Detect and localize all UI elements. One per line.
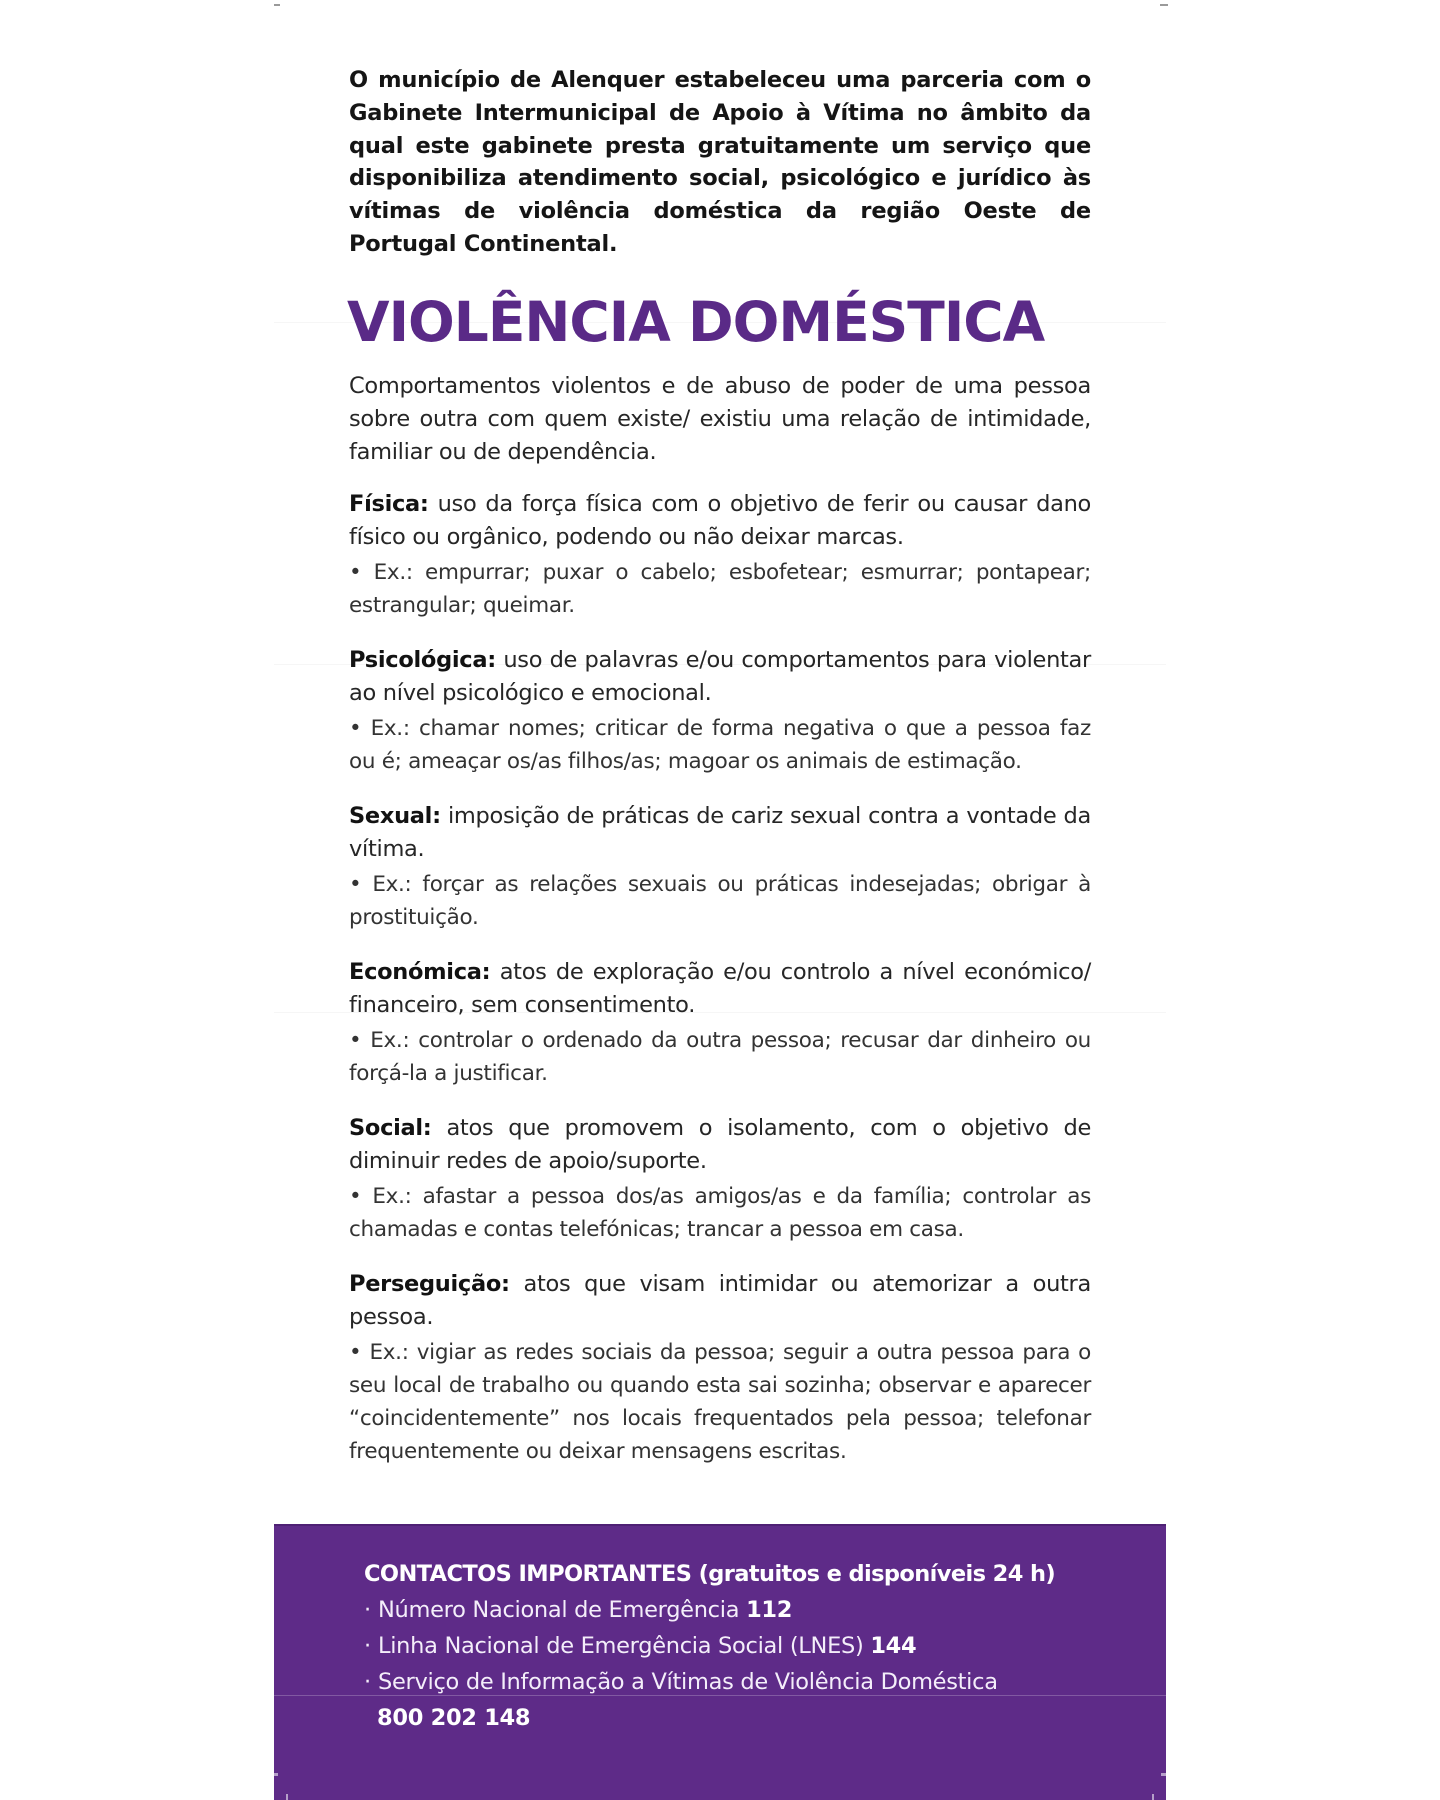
contacts-panel — [274, 1524, 1166, 1800]
contact-number[interactable]: 800 202 148 — [377, 1705, 531, 1731]
type-name: Social: — [349, 1115, 432, 1141]
type-definition — [349, 1268, 1091, 1334]
contact-label: Linha Nacional de Emergência Social (LNES) — [378, 1633, 864, 1659]
contact-item-victim-info — [364, 1664, 1144, 1700]
contacts-heading: CONTACTOS IMPORTANTES (gratuitos e disponíveis 24 h) — [364, 1561, 1056, 1587]
violence-type-psicologica — [349, 644, 1091, 778]
type-example: • Ex.: controlar o ordenado da outra pessoa; recusar dar dinheiro ou forçá-la a justificar. — [349, 1028, 1091, 1086]
type-example: • Ex.: vigiar as redes sociais da pessoa; seguir a outra pessoa para o seu local de trabalho ou quando esta sai sozinha; observar e aparecer “coincidentemente” nos locais frequentados pela pessoa; telefonar frequentemente ou deixar mensagens escritas. — [349, 1340, 1091, 1464]
violence-types-list — [349, 488, 1091, 1490]
contact-item-lnes — [364, 1628, 1144, 1664]
crop-tick — [1161, 1773, 1166, 1776]
intro-paragraph: O município de Alenquer estabeleceu uma parceria com o Gabinete Intermunicipal de Apoio à Vítima no âmbito da qual este gabinete presta gratuitamente um serviço que disponibiliza atendimento social, psicológico e jurídico às vítimas de violência doméstica da região Oeste de Portugal Continental. — [349, 67, 1091, 257]
type-name: Perseguição: — [349, 1271, 510, 1297]
type-description: uso da força física com o objetivo de ferir ou causar dano físico ou orgânico, podendo ou não deixar marcas. — [349, 491, 1091, 550]
violence-type-sexual — [349, 800, 1091, 934]
type-definition — [349, 800, 1091, 866]
contact-label: Serviço de Informação a Vítimas de Violência Doméstica — [378, 1669, 998, 1695]
crop-tick — [286, 1794, 288, 1800]
type-name: Económica: — [349, 959, 491, 985]
crop-tick — [274, 1773, 278, 1776]
type-example: • Ex.: chamar nomes; criticar de forma negativa o que a pessoa faz ou é; ameaçar os/as filhos/as; magoar os animais de estimação. — [349, 716, 1091, 774]
bullet-icon: · — [364, 1633, 371, 1659]
bullet-icon: · — [364, 1597, 371, 1623]
type-description: atos que promovem o isolamento, com o objetivo de diminuir redes de apoio/suporte. — [349, 1115, 1091, 1174]
violence-type-social — [349, 1112, 1091, 1246]
crop-tick — [1152, 1794, 1154, 1800]
contacts-list — [364, 1556, 1144, 1736]
violence-type-economica — [349, 956, 1091, 1090]
bullet-icon: · — [364, 1669, 371, 1695]
type-example: • Ex.: empurrar; puxar o cabelo; esbofetear; esmurrar; pontapear; estrangular; queimar. — [349, 560, 1091, 618]
type-name: Física: — [349, 491, 429, 517]
page-title: VIOLÊNCIA DOMÉSTICA — [347, 290, 1045, 354]
violence-type-fisica — [349, 488, 1091, 622]
definition-paragraph: Comportamentos violentos e de abuso de poder de uma pessoa sobre outra com quem existe/ existiu uma relação de intimidade, familiar ou de dependência. — [349, 373, 1091, 465]
crop-mark-left — [274, 4, 280, 6]
type-example: • Ex.: afastar a pessoa dos/as amigos/as e da família; controlar as chamadas e contas telefónicas; trancar a pessoa em casa. — [349, 1184, 1091, 1242]
type-definition — [349, 488, 1091, 554]
type-example: • Ex.: forçar as relações sexuais ou práticas indesejadas; obrigar à prostituição. — [349, 872, 1091, 930]
contact-item-emergency — [364, 1592, 1144, 1628]
type-description: imposição de práticas de cariz sexual contra a vontade da vítima. — [349, 803, 1091, 862]
crop-mark-right — [1160, 4, 1168, 6]
type-description: uso de palavras e/ou comportamentos para violentar ao nível psicológico e emocional. — [349, 647, 1091, 706]
type-definition — [349, 956, 1091, 1022]
violence-type-perseguicao — [349, 1268, 1091, 1468]
contact-number[interactable]: 144 — [870, 1633, 917, 1659]
type-definition — [349, 1112, 1091, 1178]
type-description: atos de exploração e/ou controlo a nível económico/ financeiro, sem consentimento. — [349, 959, 1091, 1018]
type-name: Sexual: — [349, 803, 441, 829]
type-description: atos que visam intimidar ou atemorizar a outra pessoa. — [349, 1271, 1091, 1330]
type-definition — [349, 644, 1091, 710]
contact-label: Número Nacional de Emergência — [378, 1597, 740, 1623]
contact-number[interactable]: 112 — [746, 1597, 793, 1623]
type-name: Psicológica: — [349, 647, 496, 673]
